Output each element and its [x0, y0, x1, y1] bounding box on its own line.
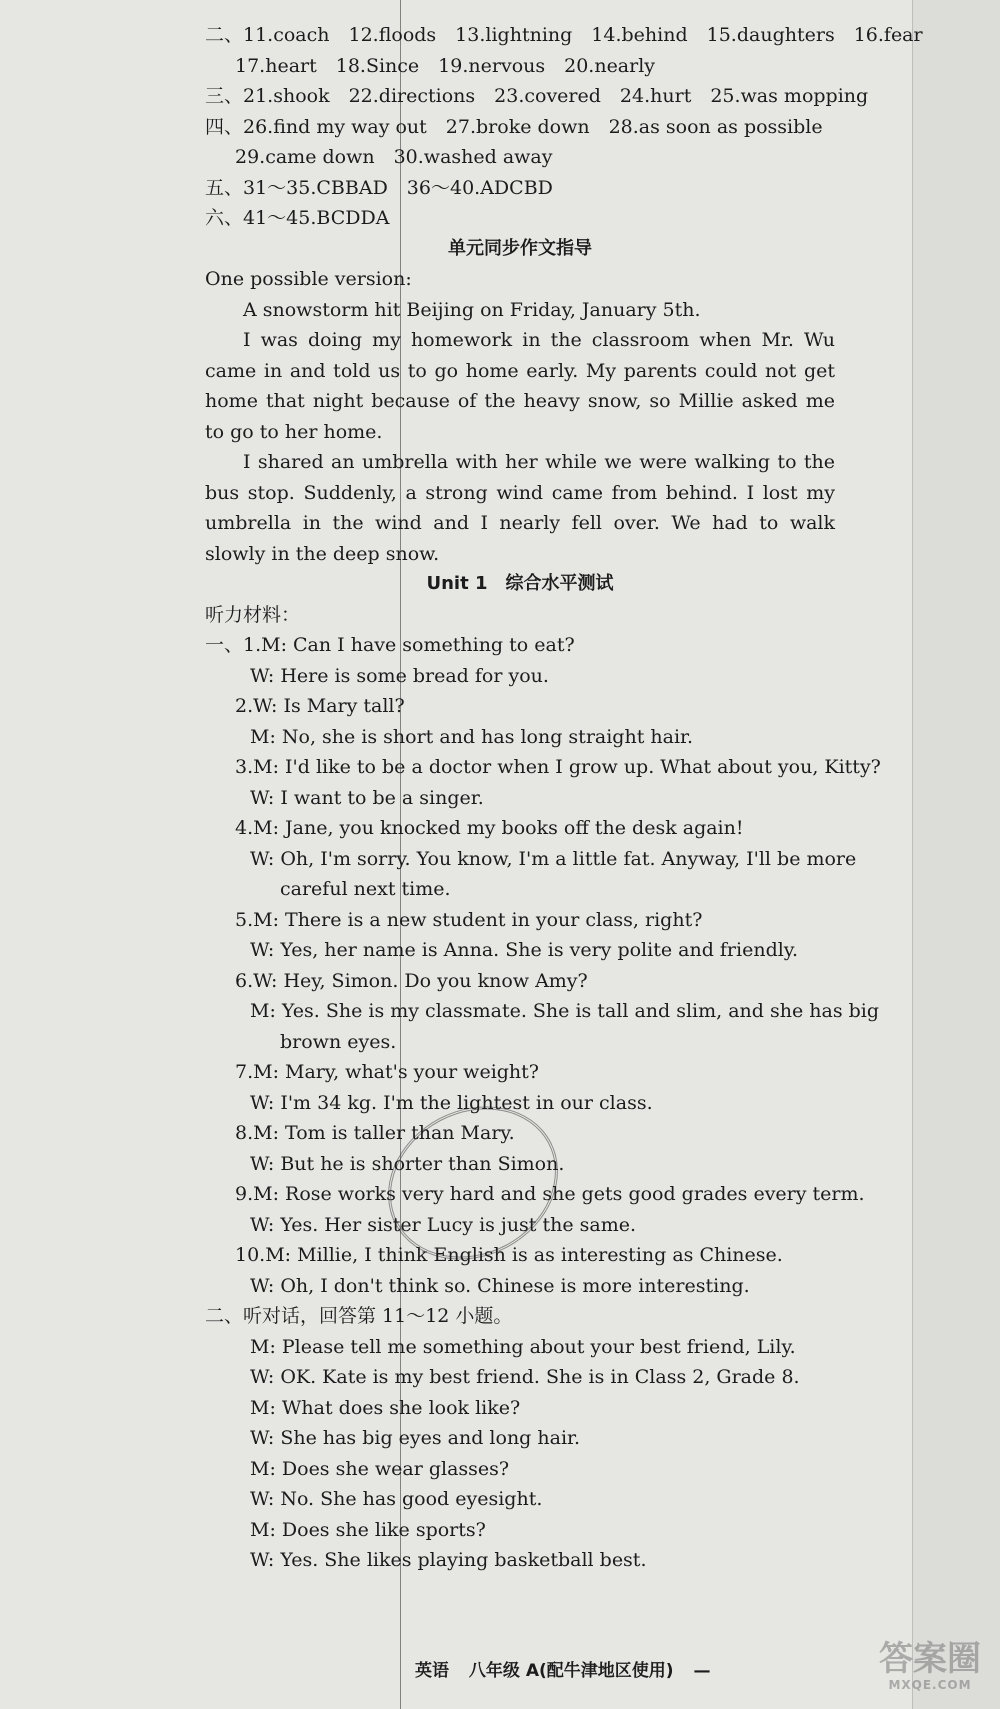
dialogue-line: W: But he is shorter than Simon.	[250, 1152, 565, 1175]
footer-page-mark: —	[693, 1661, 711, 1681]
dialogue-line: 9.M: Rose works very hard and she gets good grades every term.	[235, 1183, 865, 1205]
dialogue-line: M: No, she is short and has long straight hair.	[250, 725, 694, 748]
writing-intro: One possible version:	[205, 268, 412, 290]
answer-line: 四、26.find my way out 27.broke down 28.as soon as possible	[205, 115, 823, 138]
dialogue-line: 2.W: Is Mary tall?	[235, 695, 405, 717]
dialogue-line: 一、1.M: Can I have something to eat?	[205, 634, 575, 656]
dialogue-line: 4.M: Jane, you knocked my books off the desk again!	[235, 817, 744, 839]
dialogue-line: W: Oh, I'm sorry. You know, I'm a little fat. Anyway, I'll be more	[250, 847, 857, 870]
dialogue-line: brown eyes.	[280, 1030, 397, 1053]
watermark-url: MXQE.COM	[888, 1678, 972, 1692]
footer-subject: 英语	[415, 1661, 449, 1681]
dialogue-line: W: Here is some bread for you.	[250, 664, 549, 687]
listening-label: 听力材料：	[205, 603, 301, 626]
dialogue-line: 6.W: Hey, Simon. Do you know Amy?	[235, 969, 588, 992]
watermark-logo-text: 答案圈	[879, 1639, 981, 1679]
dialogue-line: M: Yes. She is my classmate. She is tall and slim, and she has big	[250, 1000, 880, 1022]
dialogue-line: 8.M: Tom is taller than Mary.	[235, 1122, 515, 1144]
dialogue-line: M: Please tell me something about your best friend, Lily.	[250, 1335, 796, 1358]
answer-line: 三、21.shook 22.directions 23.covered 24.hurt 25.was mopping	[205, 85, 869, 107]
test-heading: Unit 1 综合水平测试	[426, 573, 614, 594]
dialogue-line: W: Yes. She likes playing basketball best.	[250, 1549, 647, 1571]
answer-line: 二、11.coach 12.floods 13.lightning 14.behind 15.daughters 16.fear	[205, 24, 923, 46]
dialogue-line: W: Yes, her name is Anna. She is very polite and friendly.	[250, 939, 799, 961]
dialogue-line: W: Oh, I don't think so. Chinese is more interesting.	[250, 1274, 750, 1297]
dialogue-line: M: Does she like sports?	[250, 1518, 486, 1541]
answer-line: 17.heart 18.Since 19.nervous 20.nearly	[235, 54, 656, 77]
writing-paragraph: I was doing my homework in the classroom when Mr. Wu came in and told us to go home early. My parents could not get home that night because of the heavy snow, so Millie asked me to go to her home.	[205, 329, 835, 443]
footer-grade: 八年级 A(配牛津地区使用)	[468, 1661, 674, 1681]
writing-paragraph: A snowstorm hit Beijing on Friday, January 5th.	[243, 298, 701, 321]
answer-sheet	[205, 20, 923, 1576]
dialogue-line: W: Yes. Her sister Lucy is just the same.	[250, 1213, 637, 1236]
dialogue-line: 10.M: Millie, I think English is as interesting as Chinese.	[235, 1244, 783, 1266]
listening-section-2	[205, 1332, 835, 1576]
dialogue-line: W: OK. Kate is my best friend. She is in Class 2, Grade 8.	[250, 1366, 800, 1388]
writing-paragraph: I shared an umbrella with her while we were walking to the bus stop. Suddenly, a strong wind came from behind. I lost my umbrella in the wind and I nearly fell over. We had to walk slowly in the deep snow.	[205, 451, 835, 565]
answer-line: 五、31～35.CBBAD 36～40.ADCBD	[205, 176, 553, 199]
dialogue-line: M: Does she wear glasses?	[250, 1457, 510, 1480]
dialogue-line: W: I want to be a singer.	[250, 786, 484, 809]
dialogue-line: W: No. She has good eyesight.	[250, 1488, 543, 1510]
section-2-label: 二、听对话，回答第 11～12 小题。	[205, 1305, 513, 1327]
site-watermark	[870, 1640, 990, 1700]
dialogue-line: W: She has big eyes and long hair.	[250, 1427, 581, 1449]
answer-line: 六、41～45.BCDDA	[205, 207, 390, 229]
dialogue-line: 7.M: Mary, what's your weight?	[235, 1061, 539, 1083]
dialogue-line: M: What does she look like?	[250, 1396, 521, 1419]
page-footer	[415, 1656, 724, 1681]
dialogue-line: W: I'm 34 kg. I'm the lightest in our class.	[250, 1091, 653, 1114]
dialogue-line: 5.M: There is a new student in your class, right?	[235, 908, 703, 931]
dialogue-line: 3.M: I'd like to be a doctor when I grow up. What about you, Kitty?	[235, 756, 881, 778]
writing-heading: 单元同步作文指导	[448, 237, 592, 259]
answer-line: 29.came down 30.washed away	[235, 146, 553, 168]
dialogue-line: careful next time.	[280, 878, 451, 900]
